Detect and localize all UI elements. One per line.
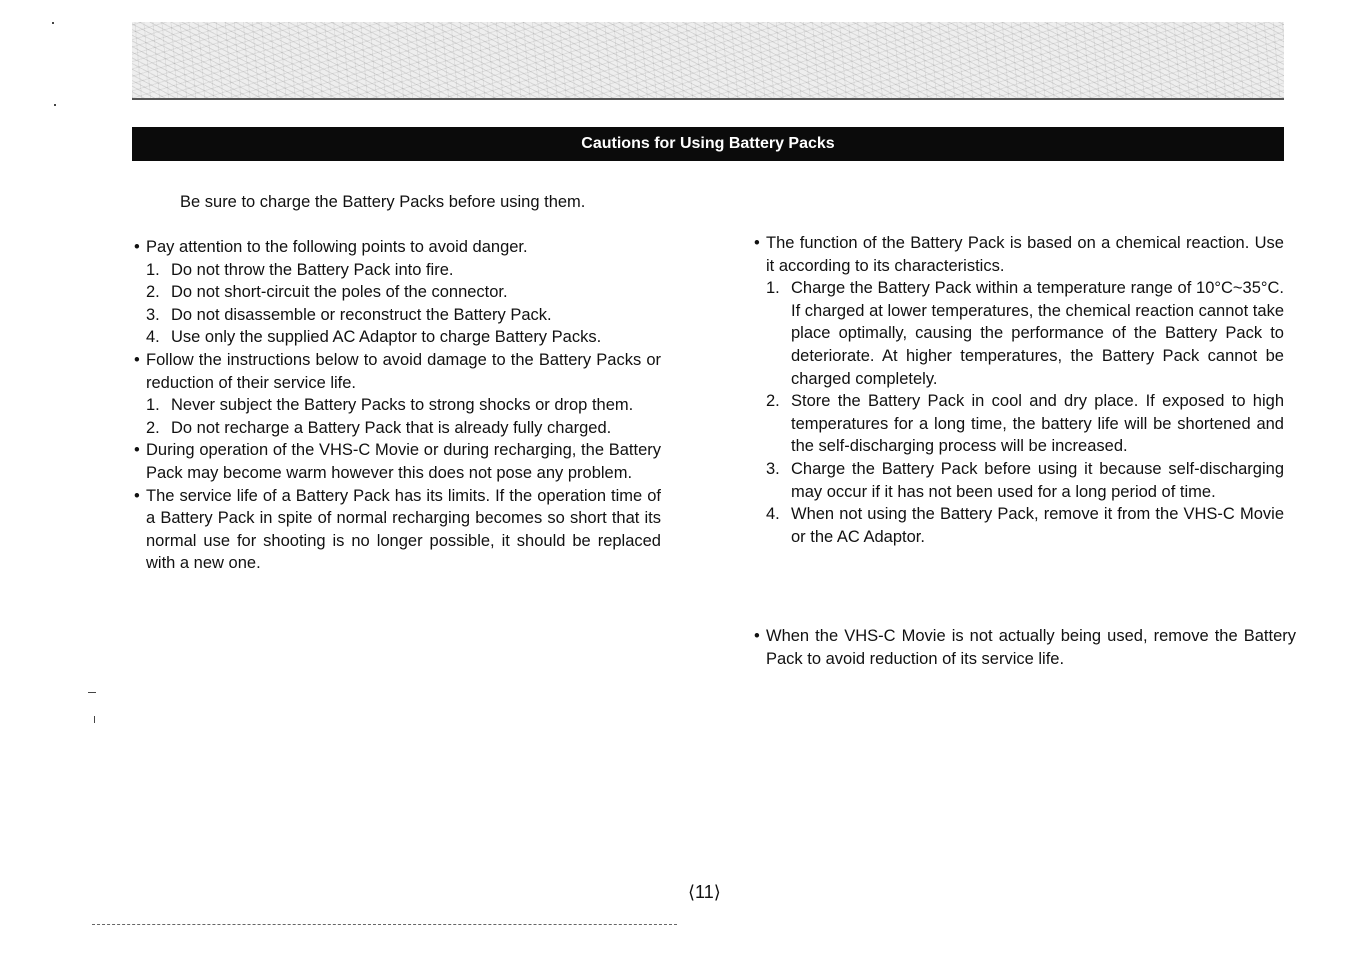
- damage-item: [134, 417, 661, 440]
- danger-item: [134, 259, 661, 282]
- damage-item: [134, 394, 661, 417]
- scan-speck: [88, 692, 96, 693]
- item-number: 4.: [146, 328, 160, 347]
- left-column: [134, 236, 661, 575]
- bullet-danger-lead: • Pay attention to the following points to avoid danger.: [134, 236, 661, 259]
- scan-speck: [94, 716, 95, 723]
- bullet-service-life: • The service life of a Battery Pack has its limits. If the operation time of a Battery Pack in spite of normal recharging becomes so short that its normal use for shooting is no longer possible, it should be replaced with a new one.: [134, 485, 661, 575]
- bullet-chemical-lead: • The function of the Battery Pack is based on a chemical reaction. Use it according to its characteristics.: [754, 232, 1284, 277]
- bullet-warm-note: • During operation of the VHS-C Movie or during recharging, the Battery Pack may become warm however this does not pose any problem.: [134, 439, 661, 484]
- item-text: Do not disassemble or reconstruct the Battery Pack.: [171, 305, 552, 324]
- intro-text: Be sure to charge the Battery Packs before using them.: [180, 193, 586, 211]
- item-number: 2.: [146, 418, 160, 437]
- danger-item: [134, 304, 661, 327]
- item-number: 1.: [766, 279, 780, 298]
- item-number: 2.: [766, 392, 780, 411]
- scan-speck: [52, 22, 54, 24]
- item-text: When not using the Battery Pack, remove it from the VHS-C Movie or the AC Adaptor.: [791, 505, 1284, 546]
- danger-item: [134, 281, 661, 304]
- footer-rule: [92, 924, 677, 925]
- item-number: 3.: [146, 305, 160, 324]
- item-number: 2.: [146, 283, 160, 302]
- item-number: 1.: [146, 260, 160, 279]
- item-number: 4.: [766, 505, 780, 524]
- item-number: 3.: [766, 459, 780, 478]
- item-text: Do not throw the Battery Pack into fire.: [171, 260, 454, 279]
- bullet-damage-lead: • Follow the instructions below to avoid damage to the Battery Packs or reduction of their service life.: [134, 349, 661, 394]
- bullet-remove-when-unused: • When the VHS-C Movie is not actually being used, remove the Battery Pack to avoid reduction of its service life.: [754, 625, 1296, 670]
- characteristic-item: [754, 458, 1284, 503]
- item-text: Do not recharge a Battery Pack that is already fully charged.: [171, 418, 612, 437]
- danger-item: [134, 326, 661, 349]
- characteristic-item: [754, 277, 1284, 390]
- right-column: [754, 232, 1284, 548]
- characteristic-item: [754, 390, 1284, 458]
- section-title: Cautions for Using Battery Packs: [132, 127, 1284, 161]
- item-text: Charge the Battery Pack before using it because self-discharging may occur if it has not been used for a long period of time.: [791, 459, 1284, 501]
- item-text: Never subject the Battery Packs to strong shocks or drop them.: [171, 396, 634, 415]
- item-number: 1.: [146, 396, 160, 415]
- characteristic-item: [754, 503, 1284, 548]
- item-text: Charge the Battery Pack within a temperature range of 10°C~35°C. If charged at lower temperatures, the chemical reaction cannot take place optimally, causing the performance of the Battery Pack to deteriorate. At higher temperatures, the Battery Pack cannot be charged completely.: [791, 279, 1284, 388]
- page-number: ⟨11⟩: [688, 882, 721, 902]
- item-text: Do not short-circuit the poles of the connector.: [171, 283, 508, 302]
- scan-speck: [54, 104, 56, 106]
- item-text: Store the Battery Pack in cool and dry place. If exposed to high temperatures for a long time, the battery life will be shortened and the self-discharging process will be increased.: [791, 392, 1284, 456]
- item-text: Use only the supplied AC Adaptor to charge Battery Packs.: [171, 328, 602, 347]
- header-decorative-band: [132, 22, 1284, 100]
